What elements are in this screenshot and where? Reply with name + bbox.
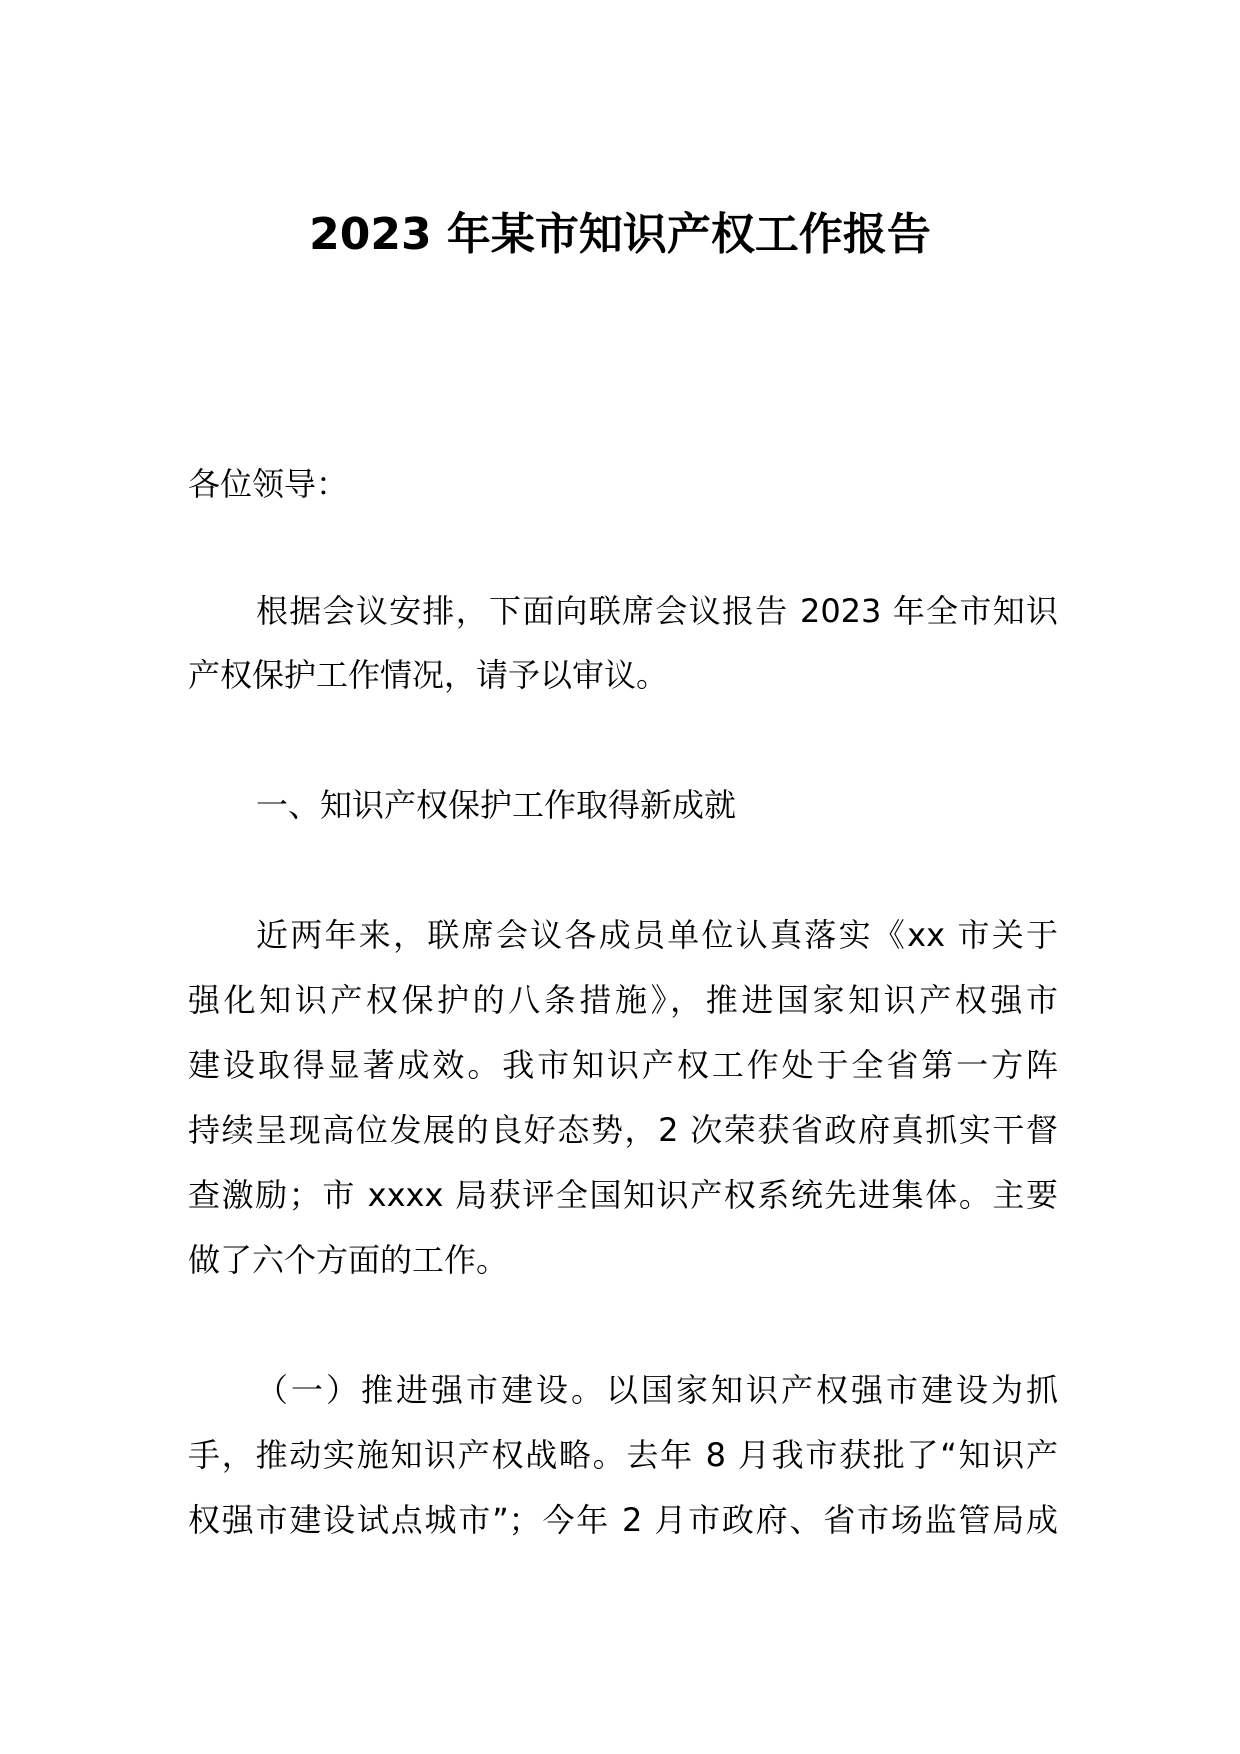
paragraph-1-line-1: 根据会议安排，下面向联席会议报告 2023 年全市知识 [256,592,1058,630]
paragraph-2-line-5: 查激励；市 xxxx 局获评全国知识产权系统先进集体。主要 [188,1176,1058,1214]
paragraph-3-line-2: 手，推动实施知识产权战略。去年 8 月我市获批了“知识产 [188,1436,1058,1474]
paragraph-2-line-1: 近两年来，联席会议各成员单位认真落实《xx 市关于 [256,916,1058,954]
document-title: 2023 年某市知识产权工作报告 [309,209,931,260]
salutation: 各位领导： [188,465,349,503]
paragraph-2-line-2: 强化知识产权保护的八条措施》，推进国家知识产权强市 [188,981,1058,1019]
paragraph-1-line-2: 产权保护工作情况，请予以审议。 [188,656,669,694]
paragraph-3-line-3: 权强市建设试点城市”；今年 2 月市政府、省市场监管局成 [188,1501,1058,1539]
paragraph-3-line-1: （一）推进强市建设。以国家知识产权强市建设为抓 [256,1371,1058,1409]
paragraph-2-line-3: 建设取得显著成效。我市知识产权工作处于全省第一方阵 [188,1046,1058,1084]
section-heading-1: 一、知识产权保护工作取得新成就 [256,786,737,824]
paragraph-2-line-4: 持续呈现高位发展的良好态势，2 次荣获省政府真抓实干督 [188,1111,1058,1149]
paragraph-2-line-6: 做了六个方面的工作。 [188,1241,509,1279]
